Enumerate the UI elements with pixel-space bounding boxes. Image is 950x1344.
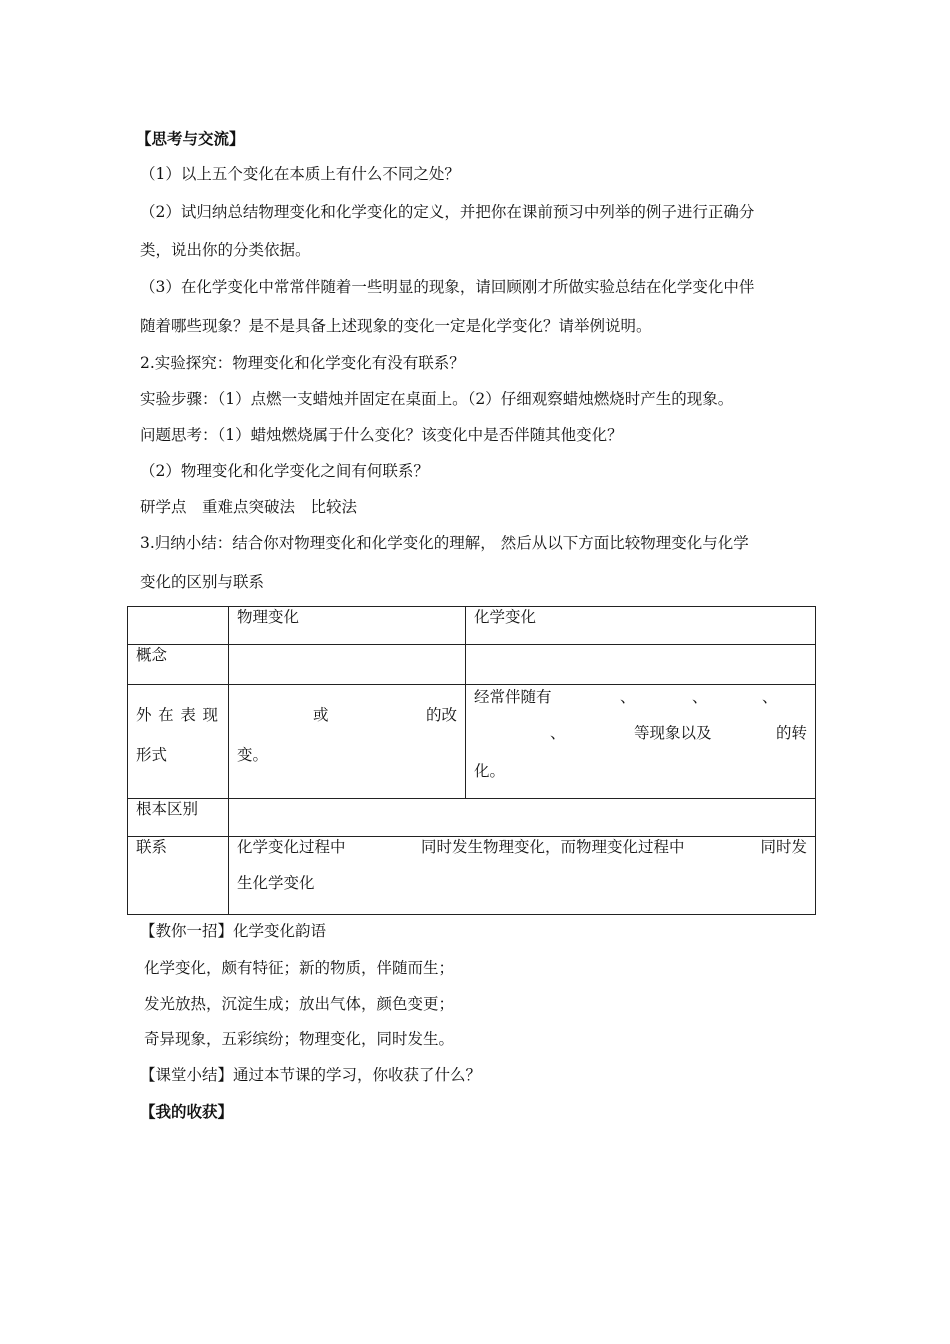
relation-part-3: 同时发 bbox=[760, 838, 807, 856]
think-header: 【思考与交流】 bbox=[136, 129, 245, 148]
physical-form-end: 变。 bbox=[237, 746, 269, 764]
problem-2: （2）物理变化和化学变化之间有何联系？ bbox=[140, 462, 429, 480]
table-row-concept bbox=[128, 645, 816, 685]
chemical-form-end: 化。 bbox=[474, 762, 506, 780]
chemical-form-sep-3: 、 bbox=[762, 688, 778, 706]
chemical-form-turn: 的转 bbox=[775, 724, 807, 742]
row-label-form-line-1: 外在表现 bbox=[136, 706, 220, 724]
rhyme-line-1: 化学变化，颇有特征；新的物质，伴随而生； bbox=[144, 959, 455, 977]
comparison-table bbox=[127, 606, 816, 915]
experiment-title: 2.实验探究：物理变化和化学变化有没有联系？ bbox=[140, 354, 465, 372]
chemical-form-mid: 等现象以及 bbox=[634, 724, 712, 742]
class-summary: 【课堂小结】通过本节课的学习，你收获了什么？ bbox=[140, 1066, 482, 1084]
tip-header: 【教你一招】化学变化韵语 bbox=[140, 922, 327, 940]
physical-form-cell bbox=[229, 685, 466, 799]
table-row-difference bbox=[128, 799, 816, 837]
table-corner-cell bbox=[128, 607, 229, 645]
question-2-line-1: （2）试归纳总结物理变化和化学变化的定义，并把你在课前预习中列举的例子进行正确分 bbox=[140, 203, 755, 221]
table-row-relation bbox=[128, 837, 816, 915]
row-label-form-line-2: 形式 bbox=[136, 746, 168, 764]
row-label-concept: 概念 bbox=[128, 645, 229, 685]
rhyme-line-3: 奇异现象，五彩缤纷；物理变化，同时发生。 bbox=[144, 1030, 455, 1048]
row-label-difference: 根本区别 bbox=[128, 799, 229, 837]
header-chemical-change: 化学变化 bbox=[466, 607, 816, 645]
chemical-form-sep-1: 、 bbox=[620, 688, 636, 706]
row-label-relation: 联系 bbox=[128, 837, 229, 915]
chemical-form-intro: 经常伴随有 bbox=[474, 688, 552, 706]
harvest-header: 【我的收获】 bbox=[140, 1102, 234, 1121]
relation-cell bbox=[229, 837, 816, 915]
experiment-steps: 实验步骤：（1）点燃一支蜡烛并固定在桌面上。（2）仔细观察蜡烛燃烧时产生的现象。 bbox=[140, 390, 734, 408]
question-3-line-1: （3）在化学变化中常常伴随着一些明显的现象，请回顾刚才所做实验总结在化学变化中伴 bbox=[140, 278, 755, 296]
chemical-form-cell bbox=[466, 685, 816, 799]
row-label-form bbox=[128, 685, 229, 799]
table-header-row bbox=[128, 607, 816, 645]
table-row-form bbox=[128, 685, 816, 799]
header-physical-change: 物理变化 bbox=[229, 607, 466, 645]
relation-part-2: 同时发生物理变化，而物理变化过程中 bbox=[421, 838, 685, 856]
physical-form-change: 的改 bbox=[425, 706, 457, 724]
chemical-form-sep-2: 、 bbox=[692, 688, 708, 706]
question-2-line-2: 类，说出你的分类依据。 bbox=[140, 241, 311, 259]
summary-line-2: 变化的区别与联系 bbox=[140, 573, 265, 591]
difference-cell bbox=[229, 799, 816, 837]
physical-concept-cell bbox=[229, 645, 466, 685]
chemical-form-sep-4: 、 bbox=[550, 724, 566, 742]
relation-line-2: 生化学变化 bbox=[237, 874, 315, 892]
question-3-line-2: 随着哪些现象？是不是具备上述现象的变化一定是化学变化？请举例说明。 bbox=[140, 317, 652, 335]
problem-1: 问题思考：（1）蜡烛燃烧属于什么变化？该变化中是否伴随其他变化？ bbox=[140, 426, 623, 444]
chemical-concept-cell bbox=[466, 645, 816, 685]
rhyme-line-2: 发光放热，沉淀生成；放出气体，颜色变更； bbox=[144, 995, 455, 1013]
relation-part-1: 化学变化过程中 bbox=[237, 838, 346, 856]
summary-line-1: 3.归纳小结：结合你对物理变化和化学变化的理解， 然后从以下方面比较物理变化与化学 bbox=[140, 534, 749, 552]
study-point: 研学点 重难点突破法 比较法 bbox=[140, 498, 358, 516]
question-1: （1）以上五个变化在本质上有什么不同之处？ bbox=[140, 165, 460, 183]
physical-form-or: 或 bbox=[313, 706, 329, 724]
